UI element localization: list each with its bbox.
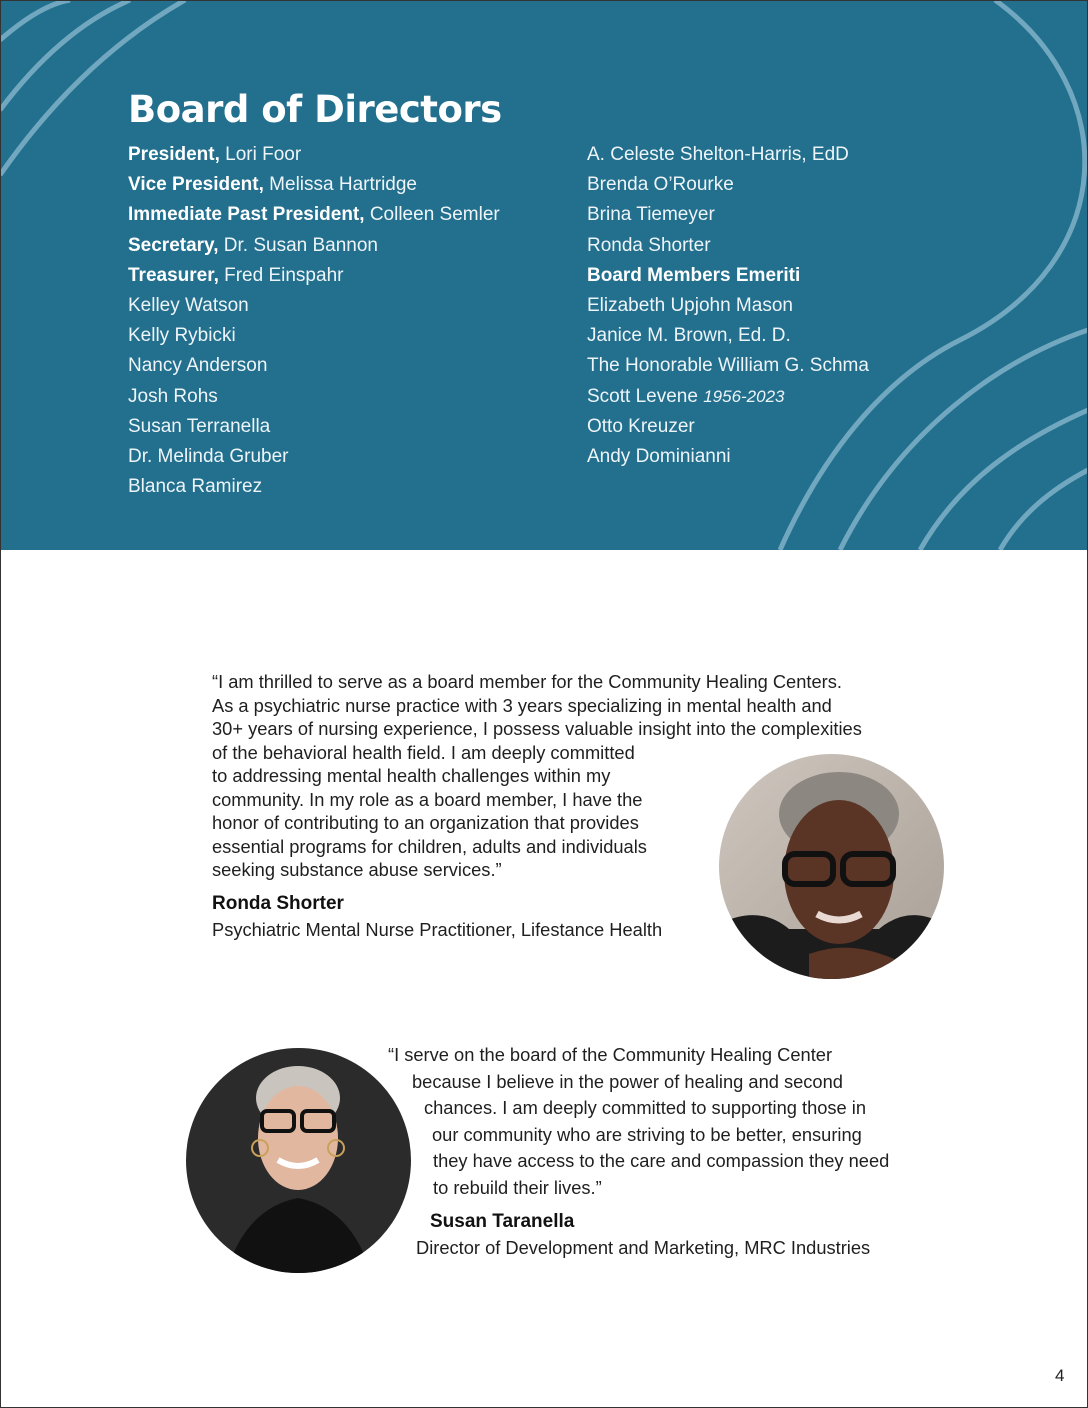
board-member-name: Otto Kreuzer <box>587 415 695 437</box>
quote-line: essential programs for children, adults and individuals <box>212 835 647 857</box>
board-member-item <box>128 444 500 474</box>
board-member-item <box>128 384 500 414</box>
board-member-item <box>128 202 500 232</box>
board-member-item <box>587 414 869 444</box>
board-member-name: Janice M. Brown, Ed. D. <box>587 325 791 347</box>
page-number: 4 <box>1055 1366 1065 1385</box>
board-member-name: Fred Einspahr <box>218 264 344 286</box>
board-of-directors-section <box>0 0 1088 550</box>
quote-line: seeking substance abuse services.” <box>212 859 502 880</box>
quote-line: honor of contributing to an organization that provides <box>212 812 639 833</box>
board-member-name: Elizabeth Upjohn Mason <box>587 294 793 316</box>
board-title: Board of Directors <box>128 88 502 131</box>
board-member-item <box>128 414 500 444</box>
board-member-item <box>587 172 869 202</box>
board-member-name: Brina Tiemeyer <box>587 204 715 226</box>
board-member-name: Scott Levene <box>587 385 704 407</box>
board-member-name: Colleen Semler <box>364 204 500 226</box>
board-member-item <box>128 172 500 202</box>
curve-top-left-1 <box>0 0 70 40</box>
board-member-name: Kelly Rybicki <box>128 325 236 347</box>
portrait-image <box>186 1048 411 1273</box>
quote-line: our community who are striving to be better, ensuring <box>432 1123 862 1145</box>
curve-right-4 <box>1000 470 1088 550</box>
emeriti-heading-item <box>587 263 869 293</box>
memorial-years: 1956-2023 <box>703 386 785 406</box>
testimonial-title: Director of Development and Marketing, MRC Industries <box>416 1237 871 1258</box>
board-member-item <box>587 293 869 323</box>
board-member-item <box>128 353 500 383</box>
testimonial-name: Ronda Shorter <box>212 893 344 914</box>
board-member-item <box>128 263 500 293</box>
board-member-item <box>128 293 500 323</box>
quote-line: because I believe in the power of healing and second <box>412 1070 843 1092</box>
board-role: Vice President, <box>128 174 264 196</box>
board-member-item <box>128 323 500 353</box>
quote-line: to rebuild their lives.” <box>433 1176 602 1198</box>
board-member-name: Brenda O’Rourke <box>587 174 734 196</box>
board-member-item <box>587 444 869 474</box>
board-member-name: Lori Foor <box>219 144 302 165</box>
board-member-item <box>587 142 869 172</box>
board-member-item <box>587 384 869 414</box>
portrait-image <box>719 754 944 979</box>
testimonial-title: Psychiatric Mental Nurse Practitioner, Lifestance Health <box>212 919 663 940</box>
board-list-left <box>128 142 500 504</box>
board-member-name: Melissa Hartridge <box>263 174 417 196</box>
curve-right-3 <box>920 410 1088 550</box>
board-member-item <box>587 202 869 232</box>
quote-line: to addressing mental health challenges within my <box>212 765 611 786</box>
portrait-photo-ronda <box>719 754 944 979</box>
quote-line: community. In my role as a board member, I have the <box>212 788 643 810</box>
portrait-photo-susan <box>186 1048 411 1273</box>
quote-line: they have access to the care and compassion they need <box>433 1150 890 1171</box>
board-member-item <box>587 233 869 263</box>
quote-line: of the behavioral health field. I am deeply committed <box>212 741 635 763</box>
board-member-item <box>587 323 869 353</box>
board-member-name: Dr. Melinda Gruber <box>128 445 289 467</box>
quote-line: chances. I am deeply committed to supporting those in <box>424 1097 867 1118</box>
quote-line: “I am thrilled to serve as a board member for the Community Healing Centers. <box>212 671 842 692</box>
board-role: President, <box>128 144 220 165</box>
board-member-item <box>128 142 500 172</box>
curve-right-2 <box>840 330 1088 550</box>
board-member-name: Josh Rohs <box>128 385 218 407</box>
testimonial-name: Susan Taranella <box>430 1211 575 1232</box>
board-member-name: Andy Dominianni <box>587 445 731 467</box>
quote-line: “I serve on the board of the Community Healing Center <box>388 1044 833 1065</box>
board-member-name: The Honorable William G. Schma <box>587 355 869 377</box>
board-list-right <box>587 142 869 474</box>
board-member-name: Ronda Shorter <box>587 234 711 256</box>
board-role: Secretary, <box>128 234 219 256</box>
quote-line: As a psychiatric nurse practice with 3 years specializing in mental health and <box>212 694 832 716</box>
quote-line: 30+ years of nursing experience, I possess valuable insight into the complexities <box>212 718 862 739</box>
board-member-name: Susan Terranella <box>128 415 271 437</box>
board-member-name: Blanca Ramirez <box>128 476 263 498</box>
emeriti-heading: Board Members Emeriti <box>587 264 801 286</box>
board-member-name: A. Celeste Shelton-Harris, EdD <box>587 144 849 165</box>
board-member-name: Kelley Watson <box>128 294 249 316</box>
board-member-item <box>128 233 500 263</box>
board-member-name: Nancy Anderson <box>128 355 268 377</box>
board-member-name: Dr. Susan Bannon <box>218 234 378 256</box>
board-role: Immediate Past President, <box>128 204 365 226</box>
board-role: Treasurer, <box>128 264 219 286</box>
board-member-item <box>587 353 869 383</box>
board-member-item <box>128 474 500 504</box>
